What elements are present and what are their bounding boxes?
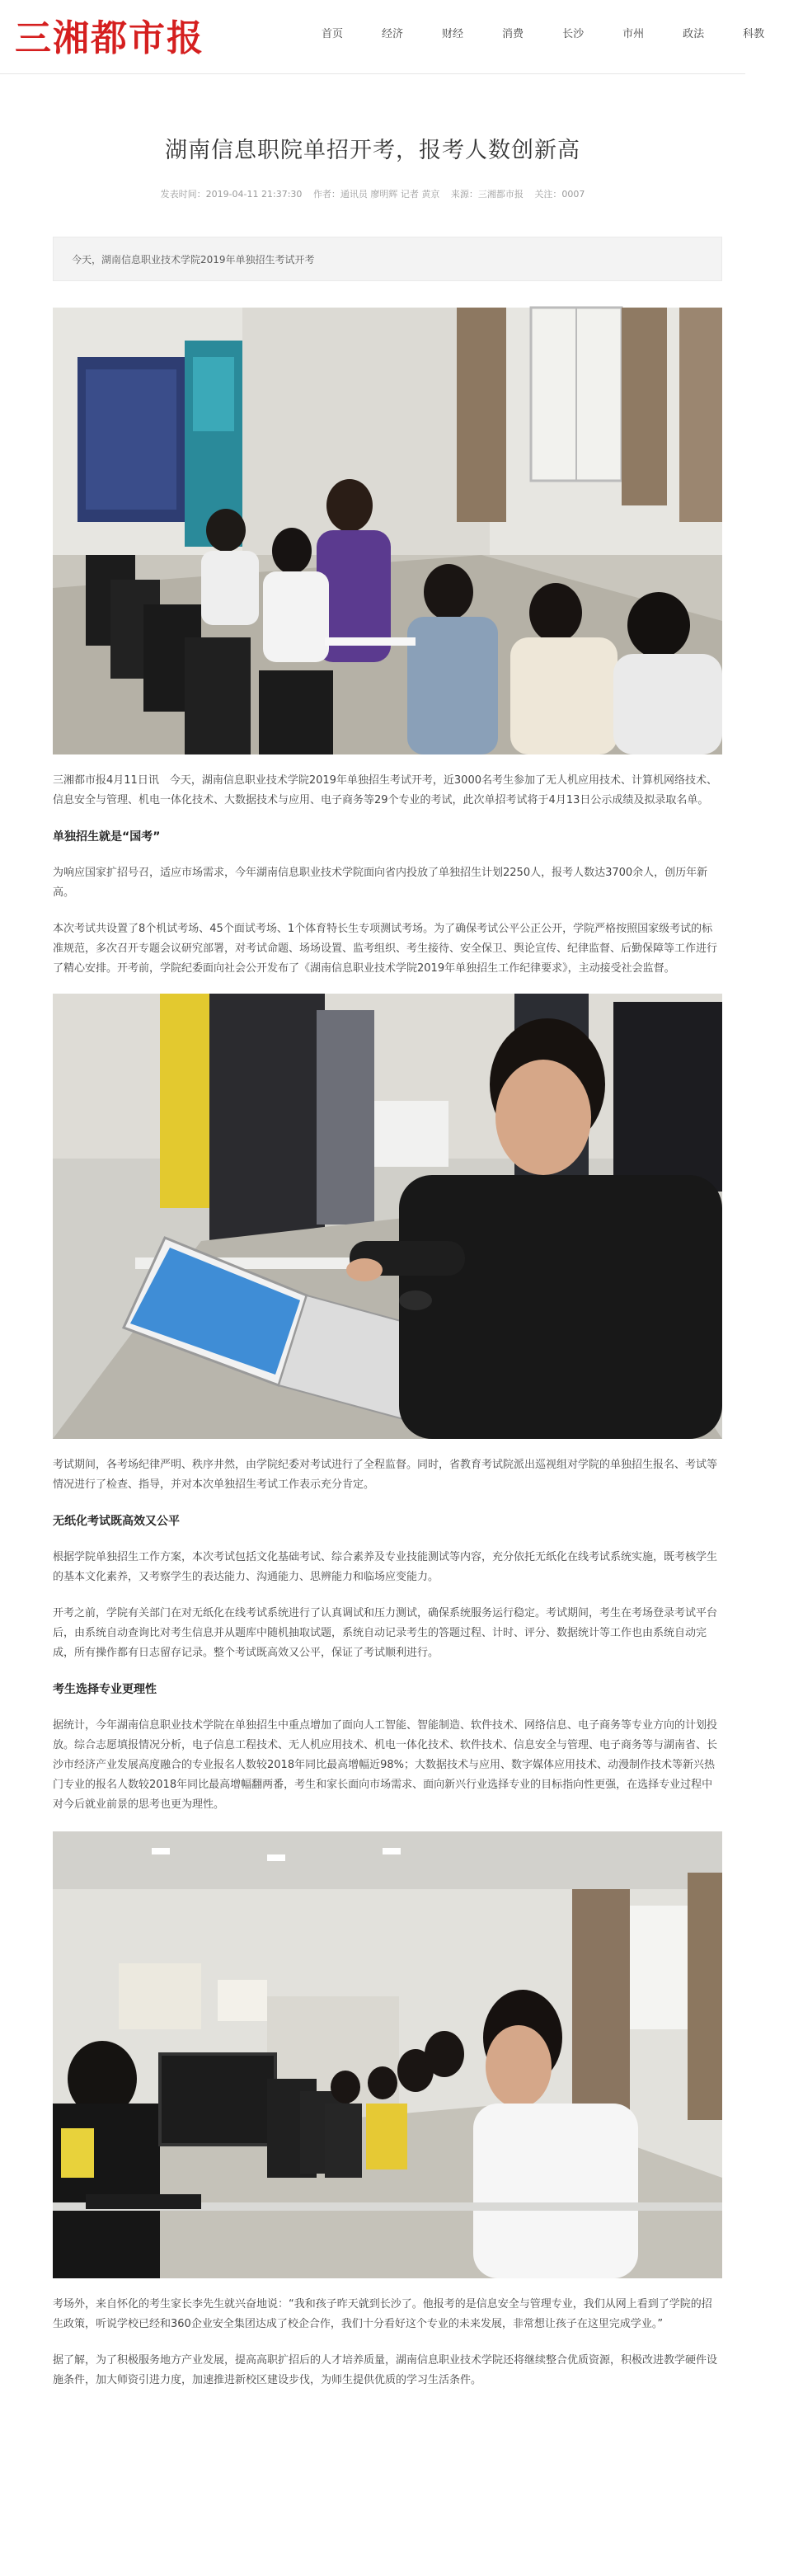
article-body-2 xyxy=(53,1455,722,1815)
paragraph-exam-setup: 本次考试共设置了8个机试考场、45个面试考场、1个体育特长生专项测试考场。为了确保考试公平公正公开，学院严格按照国家级考试的标准规范，多次召开专题会议研究部署，对考试命题、场场设置、监考组织、考生接待、安全保卫、舆论宣传、纪律监督、后勤保障等工作进行了精心安排。开考前，学院纪委面向社会公开发布了《湖南信息职业技术学院2019年单独招生工作纪律要求》，主动接受社会监督。 xyxy=(53,923,718,975)
nav-item-cities[interactable]: 市州 xyxy=(622,28,645,40)
nav-item-economy[interactable]: 经济 xyxy=(382,28,404,40)
paragraph-parent-quote: 考场外，来自怀化的考生家长李先生就兴奋地说：“我和孩子昨天就到长沙了。他报考的是信息安全与管理专业，我们从网上看到了学院的招生政策，听说学校已经和360企业安全集团达成了校企合作，我们十分看好这个专业的未来发展，非常想让孩子在这里完成学业。” xyxy=(53,2298,712,2330)
article-photo-computer-lab xyxy=(53,1831,722,2278)
article-photo-student-laptop xyxy=(53,994,722,1439)
publish-time: 发表时间：2019-04-11 21:37:30 xyxy=(160,189,303,200)
nav-item-finance[interactable]: 财经 xyxy=(442,28,464,40)
subheading-major-choice: 考生选择专业更理性 xyxy=(53,1683,157,1696)
paragraph-paperless-plan: 根据学院单独招生工作方案，本次考试包括文化基础考试、综合素养及专业技能测试等内容，充分依托无纸化在线考试系统实施，既考核学生的基本文化素养，又考察学生的表达能力、沟通能力、思辨能力和临场应变能力。 xyxy=(53,1551,718,1583)
article-meta xyxy=(0,187,745,200)
paragraph-enrollment: 为响应国家扩招号召，适应市场需求，今年湖南信息职业技术学院面向省内投放了单独招生计划2250人，报考人数达3700余人，创历年新高。 xyxy=(53,867,708,899)
article-photo-exam-room xyxy=(53,308,722,754)
paragraph-intro: 三湘都市报4月11日讯 今天，湖南信息职业技术学院2019年单独招生考试开考，近3000名考生参加了无人机应用技术、计算机网络技术、信息安全与管理、机电一体化技术、大数据技术与应用、电子商务等29个专业的考试，此次单招考试将于4月13日公示成绩及拟录取名单。 xyxy=(53,774,717,806)
nav-item-changsha[interactable]: 长沙 xyxy=(562,28,585,40)
article-summary: 今天，湖南信息职业技术学院2019年单独招生考试开考 xyxy=(53,237,722,281)
article-body-1 xyxy=(53,771,722,979)
site-header xyxy=(0,0,765,74)
paragraph-exam-discipline: 考试期间，各考场纪律严明、秩序井然，由学院纪委对考试进行了全程监督。同时，省教育考试院派出巡视组对学院的单独招生报名、考试等情况进行了检查、指导，并对本次单独招生考试工作表示充分肯定。 xyxy=(53,1459,718,1491)
paragraph-statistics: 据统计，今年湖南信息职业技术学院在单独招生中重点增加了面向人工智能、智能制造、软件技术、网络信息、电子商务等专业方向的计划投放。综合志愿填报情况分析，电子信息工程技术、无人机应用技术、机电一体化技术、软件技术、信息安全与管理、电子商务等与湖南省、长沙市经济产业发展高度融合的专业报名人数较2018年同比最高增幅近98%；大数据技术与应用、数字媒体应用技术、动漫制作技术等新兴热门专业的报名人数较2018年同比最高增幅翻两番，考生和家长面向市场需求、面向新兴行业选择专业的目标指向性更强，在选择专业过程中对今后就业前景的思考也更为理性。 xyxy=(53,1719,718,1811)
logo-text: 三湘都市报 xyxy=(15,17,204,59)
article-source: 来源：三湘都市报 xyxy=(450,189,524,200)
subheading-paperless: 无纸化考试既高效又公平 xyxy=(53,1515,180,1528)
main-nav xyxy=(322,25,803,45)
nav-item-education[interactable]: 科教 xyxy=(743,28,765,40)
view-count: 关注：0007 xyxy=(534,189,585,200)
nav-item-home[interactable]: 首页 xyxy=(322,28,344,40)
article-body-3 xyxy=(53,2295,722,2390)
nav-item-law[interactable]: 政法 xyxy=(683,28,705,40)
site-logo[interactable] xyxy=(15,18,204,59)
article-title: 湖南信息职院单招开考，报考人数创新高 xyxy=(165,138,580,163)
paragraph-system-test: 开考之前，学院有关部门在对无纸化在线考试系统进行了认真调试和压力测试，确保系统服务运行稳定。考试期间，考生在考场登录考试平台后，由系统自动查询比对考生信息并从题库中随机抽取试题，系统自动记录考生的答题过程、计时、评分、数据统计等工作也由系统自动完成，所有操作都有日志留存记录。整个考试既高效又公平，保证了考试顺利进行。 xyxy=(53,1607,718,1659)
paragraph-future-plan: 据了解，为了积极服务地方产业发展，提高高职扩招后的人才培养质量，湖南信息职业技术学院还将继续整合优质资源，积极改进教学硬件设施条件，加大师资引进力度，加速推进新校区建设步伐，为师生提供优质的学习生活条件。 xyxy=(53,2354,718,2386)
subheading-exam: 单独招生就是“国考” xyxy=(53,830,161,844)
nav-item-consumer[interactable]: 消费 xyxy=(502,28,524,40)
article-author: 作者：通讯员 廖明辉 记者 黄京 xyxy=(312,189,440,200)
